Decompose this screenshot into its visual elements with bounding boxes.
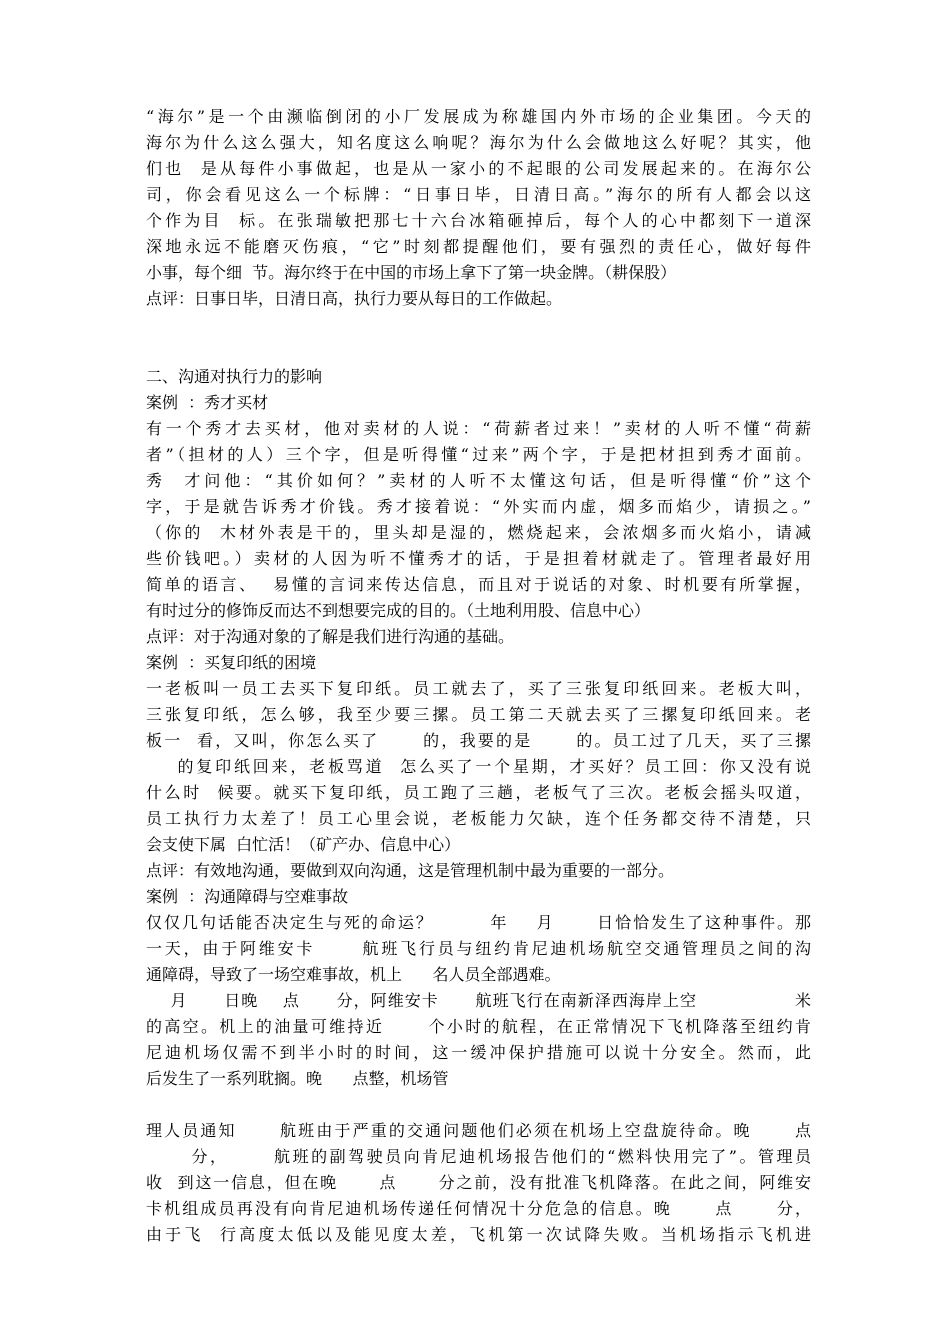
text-line: 点评：对于沟通对象的了解是我们进行沟通的基础。: [146, 627, 515, 646]
text-line: 二、沟通对执行力的影响: [146, 367, 323, 386]
text-line: 由于飞 行高度太低以及能见度太差，飞机第一次试降失败。当机场指示飞机进: [146, 1225, 811, 1244]
paragraph-spacer: [146, 1092, 811, 1118]
text-line: 些价钱吧。）卖材的人因为听不懂秀才的话，于是担着材就走了。管理者最好用: [146, 549, 811, 568]
text-line: 海尔为什么这么强大，知名度这么响呢？海尔为什么会做地这么好呢？其实，他: [146, 133, 811, 152]
text-line: 深地永远不能磨灭伤痕，“它”时刻都提醒他们，要有强烈的责任心，做好每件: [146, 237, 811, 256]
paragraph-spacer: [146, 338, 811, 364]
text-line: 的复印纸回来，老板骂道 怎么买了一个星期，才买好？员工回：你又没有说: [146, 757, 811, 776]
text-line: 卡机组成员再没有向肯尼迪机场传递任何情况十分危急的信息。晚 点 分，: [146, 1199, 811, 1218]
text-line: 理人员通知 航班由于严重的交通问题他们必须在机场上空盘旋待命。晚 点: [146, 1121, 811, 1140]
text-line: 们也 是从每件小事做起，也是从一家小的不起眼的公司发展起来的。在海尔公: [146, 159, 811, 178]
text-line: 有一个秀才去买材，他对卖材的人说：“荷薪者过来！”卖材的人听不懂“荷薪: [146, 419, 811, 438]
text-line: 者”（担材的人）三个字，但是听得懂“过来”两个字，于是把材担到秀才面前。: [146, 445, 811, 464]
text-line: 简单的语言、 易懂的言词来传达信息，而且对于说话的对象、时机要有所掌握，: [146, 575, 811, 594]
text-line: 个作为目 标。在张瑞敏把那七十六台冰箱砸掉后，每个人的心中都刻下一道深: [146, 211, 811, 230]
text-line: 什么时 候要。就买下复印纸，员工跑了三趟，老板气了三次。老板会摇头叹道，: [146, 783, 811, 802]
text-line: 月 日晚 点 分，阿维安卡 航班飞行在南新泽西海岸上空 米: [146, 991, 811, 1010]
text-line: 点评：有效地沟通，要做到双向沟通，这是管理机制中最为重要的一部分。: [146, 861, 675, 880]
text-line: 板一 看，又叫，你怎么买了 的，我要的是 的。员工过了几天，买了三摞: [146, 731, 811, 750]
text-line: 分， 航班的副驾驶员向肯尼迪机场报告他们的“燃料快用完了”。管理员: [146, 1147, 811, 1166]
text-line: 一老板叫一员工去买下复印纸。员工就去了，买了三张复印纸回来。老板大叫，: [146, 679, 811, 698]
text-line: 点评：日事日毕，日清日高，执行力要从每日的工作做起。: [146, 289, 563, 308]
text-line: 案例 ：买复印纸的困境: [146, 653, 317, 672]
text-line: 案例 ：沟通障碍与空难事故: [146, 887, 349, 906]
text-line: 司，你会看见这么一个标牌：“日事日毕，日清日高。”海尔的所有人都会以这: [146, 185, 811, 204]
text-line: 秀 才问他：“其价如何？”卖材的人听不太懂这句话，但是听得懂“价”这个: [146, 471, 811, 490]
document-body: [146, 104, 811, 1248]
text-line: 三张复印纸，怎么够，我至少要三摞。员工第二天就去买了三摞复印纸回来。老: [146, 705, 811, 724]
text-line: 一天，由于阿维安卡 航班飞行员与纽约肯尼迪机场航空交通管理员之间的沟: [146, 939, 811, 958]
text-line: 仅仅几句话能否决定生与死的命运？ 年 月 日恰恰发生了这种事件。那: [146, 913, 811, 932]
text-line: 案例 ：秀才买材: [146, 393, 269, 412]
text-line: “海尔”是一个由濒临倒闭的小厂发展成为称雄国内外市场的企业集团。今天的: [146, 107, 811, 126]
text-line: 收 到这一信息，但在晚 点 分之前，没有批准飞机降落。在此之间，阿维安: [146, 1173, 811, 1192]
text-line: （你的 木材外表是干的，里头却是湿的，燃烧起来，会浓烟多而火焰小，请减: [146, 523, 811, 542]
paragraph-spacer: [146, 312, 811, 338]
text-line: 的高空。机上的油量可维持近 个小时的航程，在正常情况下飞机降落至纽约肯: [146, 1017, 811, 1036]
text-line: 后发生了一系列耽搁。晚 点整，机场管: [146, 1069, 449, 1088]
text-line: 字，于是就告诉秀才价钱。秀才接着说：“外实而内虚，烟多而焰少，请损之。”: [146, 497, 811, 516]
text-line: 通障碍，导致了一场空难事故，机上 名人员全部遇难。: [146, 965, 561, 984]
text-line: 会支使下属 白忙活！（矿产办、信息中心）: [146, 835, 461, 854]
text-line: 小事，每个细 节。海尔终于在中国的市场上拿下了第一块金牌。（耕保股）: [146, 263, 677, 282]
text-line: 尼迪机场仅需不到半小时的时间，这一缓冲保护措施可以说十分安全。然而，此: [146, 1043, 811, 1062]
text-line: 有时过分的修饰反而达不到想要完成的目的。（土地利用股、信息中心）: [146, 601, 651, 620]
text-line: 员工执行力太差了！员工心里会说，老板能力欠缺，连个任务都交待不清楚，只: [146, 809, 811, 828]
